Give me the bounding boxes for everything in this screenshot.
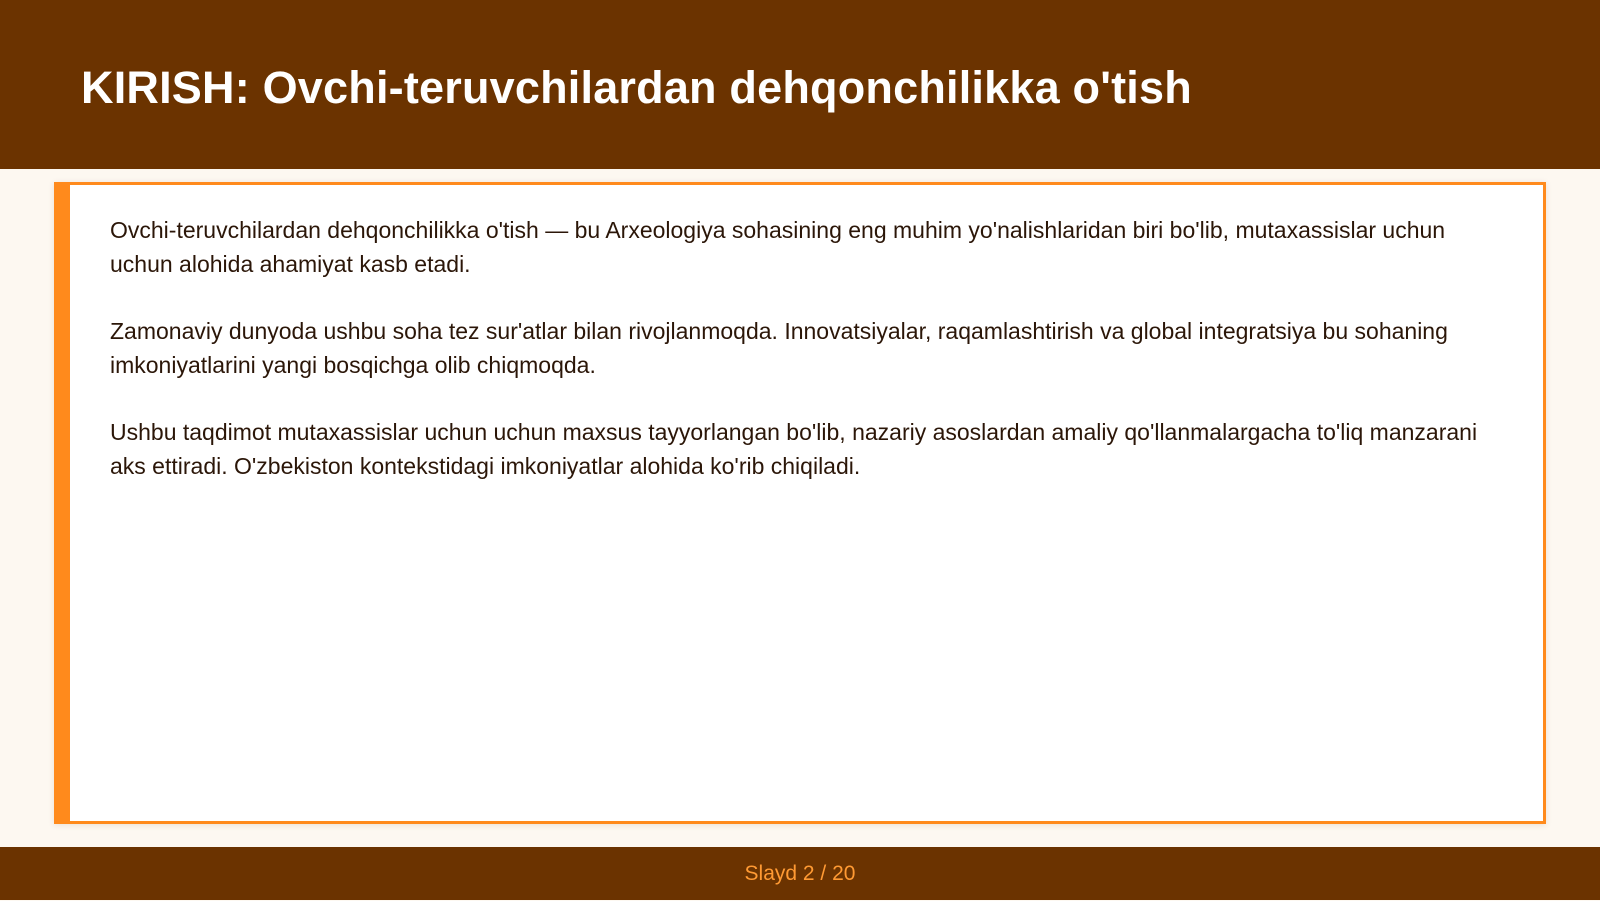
paragraph-modern-world: Zamonaviy dunyoda ushbu soha tez sur'atlar bilan rivojlanmoqda. Innovatsiyalar, raqamlashtirish va global integratsiya bu sohaning imkoniyatlarini yangi bosqichga olib chiqmoqda. xyxy=(110,318,1448,378)
paragraph-intro: Ovchi-teruvchilardan dehqonchilikka o'tish — bu Arxeologiya sohasining eng muhim yo'nalishlaridan biri bo'lib, mutaxassislar uchun uchun alohida ahamiyat kasb etadi. xyxy=(110,217,1446,277)
slide-title: KIRISH: Ovchi-teruvchilardan dehqonchilikka o'tish xyxy=(81,62,1192,113)
slide-header xyxy=(0,0,1600,169)
content-text xyxy=(110,213,1510,516)
slide-counter: Slayd 2 / 20 xyxy=(744,862,856,885)
content-card xyxy=(54,182,1546,824)
slide-footer xyxy=(0,847,1600,900)
paragraph-presentation-scope: Ushbu taqdimot mutaxassislar uchun uchun maxsus tayyorlangan bo'lib, nazariy asoslardan amaliy qo'llanmalargacha to'liq manzarani aks ettiradi. O'zbekiston kontekstidagi imkoniyatlar alohida ko'rib chiqiladi. xyxy=(110,419,1478,479)
